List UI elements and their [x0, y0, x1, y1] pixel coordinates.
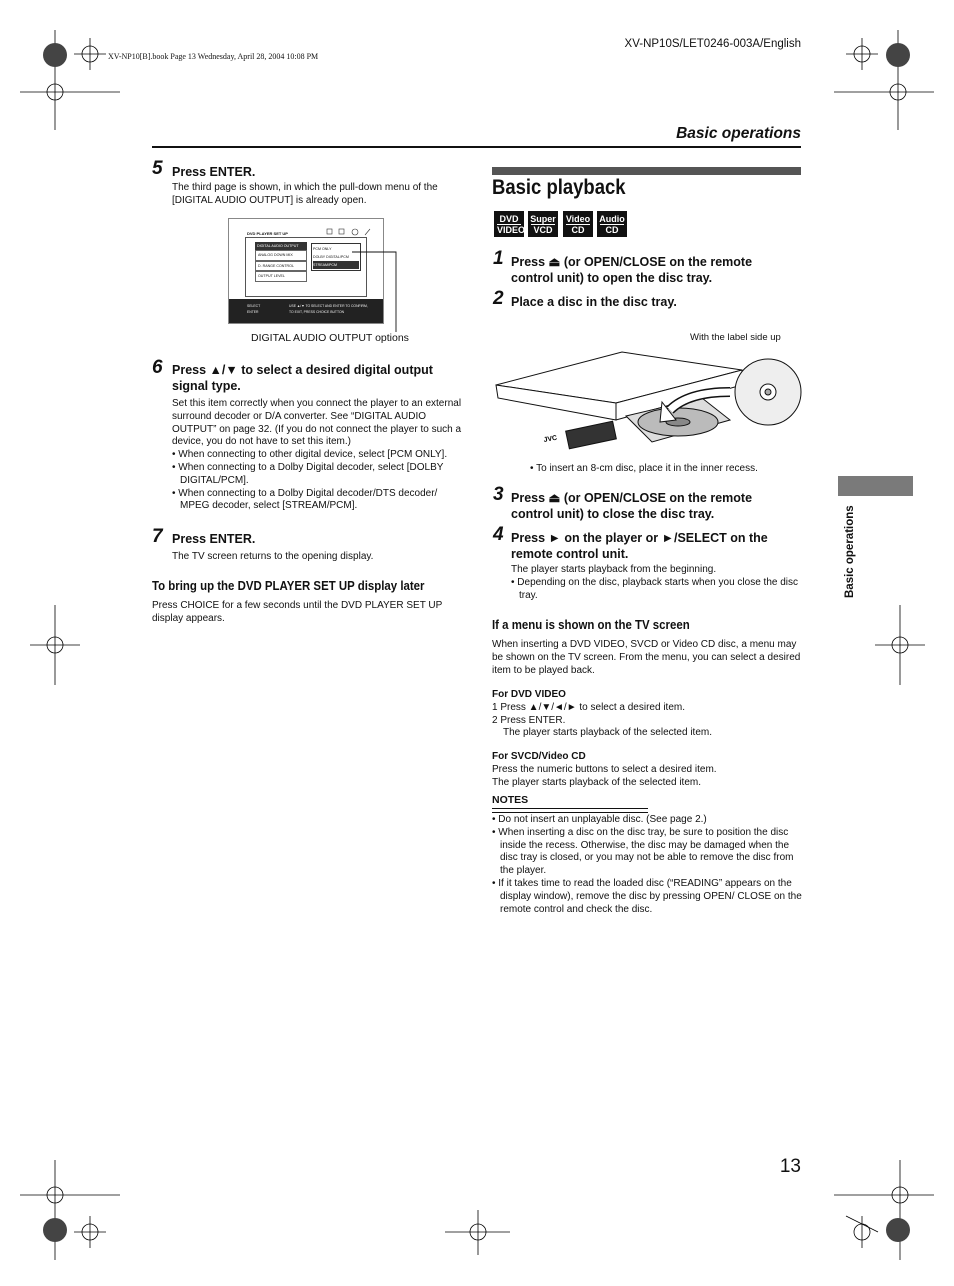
svcd-line-2: The player starts playback of the selected item.	[492, 776, 701, 788]
step4-title-b: remote control unit.	[511, 547, 629, 561]
jvc-brand: JVC	[543, 434, 558, 444]
dvd-step-2: 2 Press ENTER.	[492, 714, 566, 726]
step1-title-a: Press ⏏ (or OPEN/CLOSE on the remote	[511, 255, 753, 269]
super-vcd-logo	[528, 211, 558, 237]
step-number: 1	[493, 248, 504, 269]
screen-menu-item: DIGITAL AUDIO OUTPUT	[255, 242, 307, 250]
logo-top: DVD	[499, 214, 519, 224]
dropdown-option: STREAM/PCM	[313, 261, 359, 269]
bringup-body: Press CHOICE for a few seconds until the DVD PLAYER SET UP display appears.	[152, 600, 443, 624]
note-item: • Do not insert an unplayable disc. (See page 2.)	[492, 814, 707, 825]
player-illustration	[492, 340, 804, 460]
menu-heading: If a menu is shown on the TV screen	[492, 617, 690, 632]
step6-bullet: • When connecting to a Dolby Digital decoder, select [DOLBY DIGITAL/PCM].	[172, 461, 444, 486]
label-side-up-text: With the label side up	[690, 332, 781, 343]
notes-rule	[492, 808, 648, 813]
dvd-step-1: 1 Press ▲/▼/◄/► to select a desired item.	[492, 701, 685, 713]
footer-help-2: TO EXIT, PRESS CHOICE BUTTON	[289, 310, 345, 314]
doc-code: XV-NP10S/LET0246-003A/English	[624, 38, 801, 50]
svcd-line-1: Press the numeric buttons to select a desired item.	[492, 763, 717, 775]
footer-enter: ENTER	[247, 310, 259, 314]
dvd-step-2-desc: The player starts playback of the selected item.	[503, 727, 712, 739]
step3-title	[511, 490, 752, 522]
footer-select: SELECT	[247, 304, 261, 308]
page-title: Basic playback	[492, 176, 626, 199]
dropdown-option: PCM ONLY	[313, 247, 332, 251]
step3-title-a: Press ⏏ (or OPEN/CLOSE on the remote	[511, 491, 753, 505]
svcd-instructions	[492, 751, 802, 789]
step4-desc: The player starts playback from the beginning.	[511, 564, 717, 575]
header-rule	[152, 146, 801, 148]
step1-title	[511, 254, 752, 286]
step6-title-b: signal type.	[172, 379, 241, 393]
screen-title: DVD PLAYER SET UP	[247, 231, 288, 236]
step-number: 5	[152, 158, 163, 179]
notes-list	[492, 814, 804, 916]
logo-top: Video	[565, 214, 591, 224]
logo-bottom: CD	[600, 224, 624, 235]
audio-cd-logo	[597, 211, 627, 237]
step3-title-b: control unit) to close the disc tray.	[511, 507, 715, 521]
step5-title: Press ENTER.	[172, 165, 256, 179]
svcd-heading: For SVCD/Video CD	[492, 751, 586, 762]
logo-bottom: VCD	[531, 224, 555, 235]
step6-bullet: • When connecting to other digital device, select [PCM ONLY].	[172, 449, 448, 461]
dvd-video-logo	[494, 211, 524, 237]
step6-desc: Set this item correctly when you connect the player to an external surround decoder or D/A converter. See “DIGITAL AUDIO OUTPUT” on page 32. (If you do not connect the player to such a device, you do not have to set this item.)	[172, 398, 462, 448]
screen-menu-item: D. RANGE CONTROL	[255, 261, 307, 271]
step6-bullet: • When connecting to a Dolby Digital decoder/DTS decoder/ MPEG decoder, select [STREAM/PCM].	[172, 487, 438, 512]
dropdown-option: DOLBY DIGITAL/PCM	[313, 255, 349, 259]
page-number: 13	[779, 1156, 801, 1177]
bringup-heading: To bring up the DVD PLAYER SET UP display later	[152, 578, 425, 593]
side-tab-marker	[838, 476, 913, 496]
note-8cm: • To insert an 8-cm disc, place it in the inner recess.	[530, 463, 758, 474]
logo-top: Super	[530, 214, 556, 224]
screen-menu-item: OUTPUT LEVEL	[255, 271, 307, 281]
note-item: • When inserting a disc on the disc tray, be sure to position the disc inside the recess. Otherwise, the disc may be damaged when the disc tray is closed, or you may not be able to remove the disc from the player.	[492, 826, 794, 877]
step5-body: The third page is shown, in which the pull-down menu of the [DIGITAL AUDIO OUTPUT] is already open.	[172, 182, 438, 206]
step7-body: The TV screen returns to the opening display.	[172, 551, 374, 562]
callout-line	[350, 248, 410, 336]
step-number: 3	[493, 484, 504, 505]
step2-title: Place a disc in the disc tray.	[511, 295, 677, 309]
step6-body	[172, 398, 464, 513]
book-info: XV-NP10[B].book Page 13 Wednesday, April 28, 2004 10:08 PM	[108, 52, 319, 61]
video-cd-logo	[563, 211, 593, 237]
screen-menu	[255, 242, 307, 282]
step7-title: Press ENTER.	[172, 532, 256, 546]
logo-bottom: CD	[566, 224, 590, 235]
step4-title	[511, 530, 768, 562]
step4-body	[511, 564, 803, 602]
screen-icons	[325, 227, 375, 237]
step1-title-b: control unit) to open the disc tray.	[511, 271, 713, 285]
side-tab-label: Basic operations	[844, 505, 856, 598]
logo-top: Audio	[599, 214, 625, 224]
note-item: • If it takes time to read the loaded disc (“READING” appears on the display window), remove the disc by pressing OPEN/ CLOSE on the remote control and check the disc.	[492, 877, 802, 915]
step6-title	[172, 362, 472, 394]
step-number: 4	[493, 524, 504, 545]
step4-bullet: • Depending on the disc, playback starts when you close the disc tray.	[511, 576, 798, 601]
step4-title-a: Press ► on the player or ►/SELECT on the	[511, 531, 768, 545]
title-bar	[492, 167, 801, 175]
step-number: 2	[493, 288, 504, 309]
section-title: Basic operations	[676, 125, 801, 142]
logo-bottom: VIDEO	[497, 225, 526, 235]
step6-title-a: Press ▲/▼ to select a desired digital output	[172, 363, 433, 377]
notes-heading: NOTES	[492, 794, 529, 806]
step-number: 7	[152, 526, 163, 547]
dvd-video-heading: For DVD VIDEO	[492, 689, 566, 700]
callout-label: DIGITAL AUDIO OUTPUT options	[251, 332, 409, 344]
footer-help-1: USE ▲/▼ TO SELECT AND ENTER TO CONFIRM,	[289, 304, 368, 308]
step-number: 6	[152, 357, 163, 378]
menu-body: When inserting a DVD VIDEO, SVCD or Video CD disc, a menu may be shown on the TV screen. From the menu, you can select a desired item to be played back.	[492, 639, 801, 676]
screen-menu-item: ANALOG DOWN MIX	[255, 250, 307, 260]
dvd-video-instructions	[492, 689, 802, 740]
